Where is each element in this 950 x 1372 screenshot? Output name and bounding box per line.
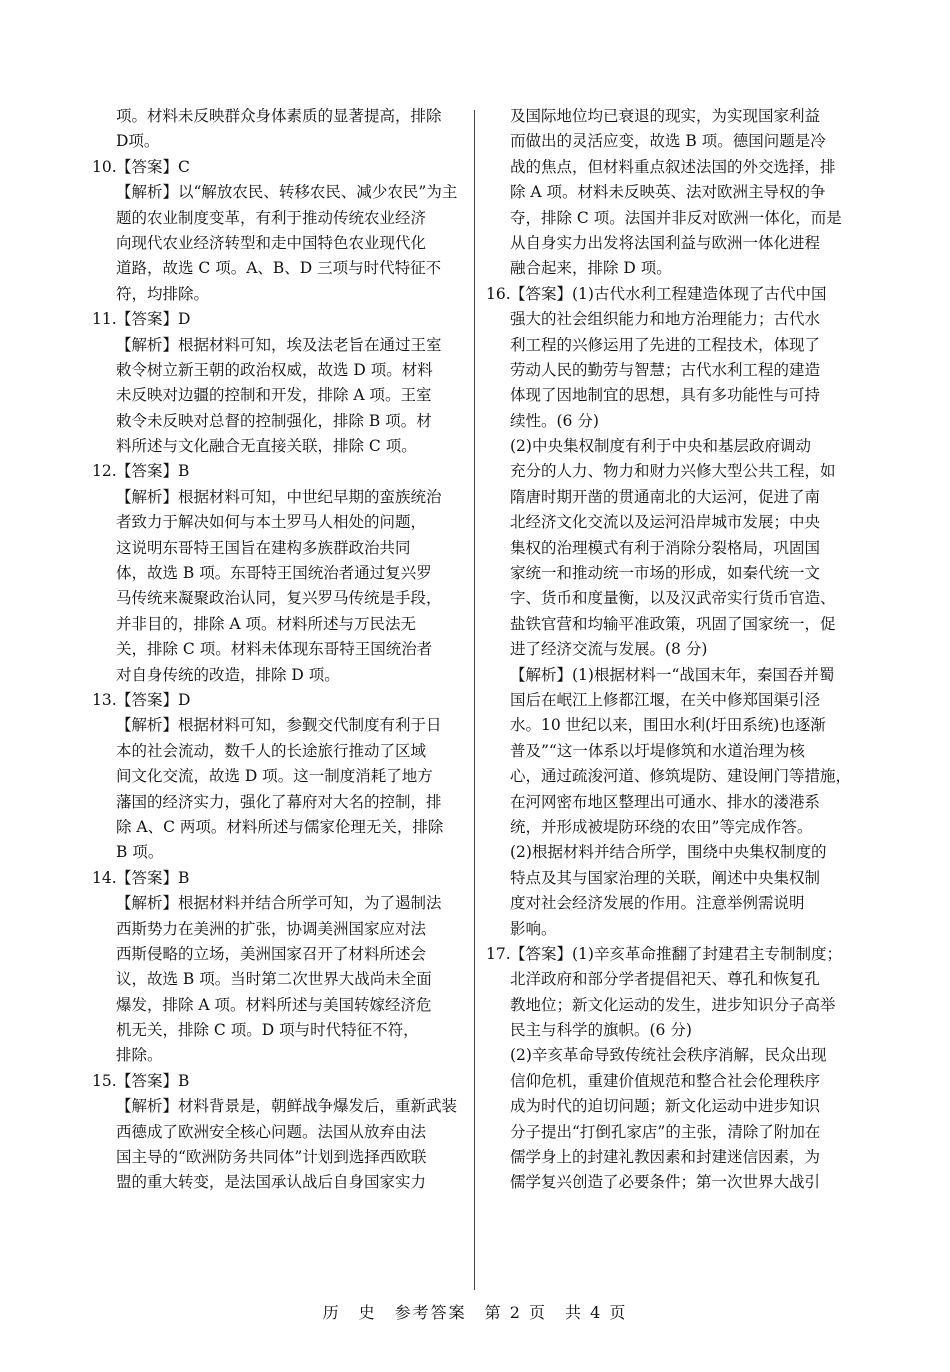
line-text: 西斯侵略的立场，美洲国家召开了材料所述会 bbox=[116, 944, 427, 963]
line-text: (2)根据材料并结合所学，围绕中央集权制度的 bbox=[510, 843, 827, 862]
text-line bbox=[486, 155, 854, 180]
line-text: 除 A 项。材料未反映英、法对欧洲主导权的争 bbox=[510, 183, 826, 202]
text-line bbox=[92, 231, 460, 256]
question-number: 14. bbox=[92, 868, 117, 887]
line-text: 影响。 bbox=[510, 919, 557, 938]
line-text: 爆发，排除 A 项。材料所述与美国转嫁经济危 bbox=[116, 995, 432, 1014]
line-text: 教地位；新文化运动的发生，进步知识分子高举 bbox=[510, 995, 836, 1014]
line-text: 【解析】以“解放农民、转移农民、减少农民”为主 bbox=[116, 183, 458, 202]
line-text: 强大的社会组织能力和地方治理能力；古代水 bbox=[510, 310, 821, 329]
text-line bbox=[486, 917, 854, 942]
text-line bbox=[92, 307, 460, 332]
text-line bbox=[486, 383, 854, 408]
text-line bbox=[92, 993, 460, 1018]
line-text: 利工程的兴修运用了先进的工程技术，体现了 bbox=[510, 335, 821, 354]
line-text: 项。材料未反映群众身体素质的显著提高，排除 bbox=[116, 107, 442, 125]
text-line bbox=[486, 688, 854, 713]
line-text: 北洋政府和部分学者提倡祀天、尊孔和恢复孔 bbox=[510, 970, 821, 989]
text-line bbox=[92, 155, 460, 180]
text-line bbox=[92, 1145, 460, 1170]
line-text: 融合起来，排除 D 项。 bbox=[510, 259, 672, 278]
text-line bbox=[92, 866, 460, 891]
text-line bbox=[486, 764, 854, 789]
line-text: 未反映对边疆的控制和开发，排除 A 项。王室 bbox=[116, 386, 432, 405]
text-line bbox=[486, 510, 854, 535]
text-line bbox=[486, 1069, 854, 1094]
text-line bbox=[92, 942, 460, 967]
question-number: 15. bbox=[92, 1071, 117, 1090]
text-line bbox=[486, 129, 854, 154]
line-text: 西德成了欧洲安全核心问题。法国从放弃由法 bbox=[116, 1122, 427, 1141]
text-line bbox=[486, 637, 854, 662]
line-text: 间文化交流，故选 D 项。这一制度消耗了地方 bbox=[116, 767, 433, 786]
text-line bbox=[92, 1018, 460, 1043]
line-text: 【答案】B bbox=[116, 1071, 190, 1090]
text-line bbox=[486, 713, 854, 738]
text-line bbox=[92, 713, 460, 738]
text-line bbox=[92, 104, 460, 129]
text-line bbox=[92, 459, 460, 484]
line-text: 议，故选 B 项。当时第二次世界大战尚未全面 bbox=[116, 970, 432, 989]
text-line bbox=[486, 993, 854, 1018]
line-text: 对自身传统的改造，排除 D 项。 bbox=[116, 665, 340, 684]
line-text: 【答案】(1)古代水利工程建造体现了古代中国 bbox=[510, 284, 827, 303]
text-line bbox=[486, 967, 854, 992]
question-number: 16. bbox=[486, 284, 511, 303]
text-line bbox=[92, 967, 460, 992]
line-text: 隋唐时期开凿的贯通南北的大运河，促进了南 bbox=[510, 487, 821, 506]
text-line bbox=[486, 409, 854, 434]
text-line bbox=[92, 1170, 460, 1195]
line-text: 盐铁官营和均输平准政策，巩固了国家统一，促 bbox=[510, 614, 836, 633]
line-text: B 项。 bbox=[116, 843, 164, 862]
line-text: 体，故选 B 项。东哥特王国统治者通过复兴罗 bbox=[116, 564, 432, 583]
text-line bbox=[486, 104, 854, 129]
text-line bbox=[92, 333, 460, 358]
line-text: 者致力于解决如何与本土罗马人相处的问题， bbox=[116, 513, 427, 532]
line-text: 国主导的“欧洲防务共同体”计划到选择西欧联 bbox=[116, 1148, 427, 1167]
line-text: 战的焦点，但材料重点叙述法国的外交选择，排 bbox=[510, 157, 836, 176]
line-text: 进了经济交流与发展。(8 分) bbox=[510, 640, 708, 659]
text-line bbox=[92, 586, 460, 611]
line-text: 排除。 bbox=[116, 1046, 163, 1065]
line-text: 【答案】B bbox=[116, 868, 190, 887]
text-line bbox=[486, 1170, 854, 1195]
text-line bbox=[92, 409, 460, 434]
text-line bbox=[92, 637, 460, 662]
text-line bbox=[92, 358, 460, 383]
question-number: 12. bbox=[92, 462, 117, 481]
text-line bbox=[92, 764, 460, 789]
line-text: 除 A、C 两项。材料所述与儒家伦理无关，排除 bbox=[116, 817, 444, 836]
text-line bbox=[486, 739, 854, 764]
text-line bbox=[92, 1094, 460, 1119]
text-line bbox=[486, 612, 854, 637]
text-line bbox=[486, 1043, 854, 1068]
line-text: 特点及其与国家治理的关联，阐述中央集权制 bbox=[510, 868, 821, 887]
line-text: 续性。(6 分) bbox=[510, 411, 599, 430]
text-line bbox=[92, 383, 460, 408]
text-line bbox=[486, 206, 854, 231]
text-line bbox=[486, 180, 854, 205]
text-line bbox=[486, 815, 854, 840]
text-line bbox=[486, 434, 854, 459]
text-line bbox=[486, 1120, 854, 1145]
text-line bbox=[486, 459, 854, 484]
question-number: 17. bbox=[486, 944, 511, 963]
line-text: (2)中央集权制度有利于中央和基层政府调动 bbox=[510, 437, 811, 456]
text-line bbox=[92, 688, 460, 713]
text-line bbox=[92, 256, 460, 281]
text-line bbox=[486, 307, 854, 332]
text-line bbox=[92, 485, 460, 510]
text-line bbox=[92, 561, 460, 586]
line-text: 【答案】B bbox=[116, 462, 190, 481]
line-text: 【答案】D bbox=[116, 690, 191, 709]
line-text: 北经济文化交流以及运河沿岸城市发展；中央 bbox=[510, 513, 821, 532]
line-text: 而做出的灵活应变，故选 B 项。德国问题是冷 bbox=[510, 132, 826, 151]
line-text: 信仰危机，重建价值规范和整合社会伦理秩序 bbox=[510, 1071, 821, 1090]
line-text: 盟的重大转变，是法国承认战后自身国家实力 bbox=[116, 1173, 427, 1192]
line-text: 机无关，排除 C 项。D 项与时代特征不符， bbox=[116, 1021, 419, 1040]
text-line bbox=[486, 663, 854, 688]
text-line bbox=[486, 231, 854, 256]
text-line bbox=[486, 282, 854, 307]
line-text: 关，排除 C 项。材料未体现东哥特王国统治者 bbox=[116, 640, 433, 659]
page-footer: 历 史 参考答案 第 2 页 共 4 页 bbox=[322, 1303, 628, 1322]
text-line bbox=[92, 206, 460, 231]
right-column bbox=[486, 104, 854, 1196]
text-line bbox=[92, 129, 460, 154]
text-line bbox=[92, 1120, 460, 1145]
text-line bbox=[486, 790, 854, 815]
line-text: 【答案】D bbox=[116, 310, 191, 329]
text-line bbox=[486, 891, 854, 916]
line-text: 本的社会流动，数千人的长途旅行推动了区域 bbox=[116, 741, 427, 760]
left-column bbox=[92, 104, 460, 1196]
text-line bbox=[486, 942, 854, 967]
line-text: 料所述与文化融合无直接关联，排除 C 项。 bbox=[116, 437, 417, 456]
text-line bbox=[486, 866, 854, 891]
line-text: 儒学复兴创造了必要条件；第一次世界大战引 bbox=[510, 1173, 821, 1192]
line-text: 国后在岷江上修都江堰，在关中修郑国渠引泾 bbox=[510, 690, 821, 709]
line-text: 统，并形成被堤防环绕的农田”等完成作答。 bbox=[510, 817, 813, 836]
text-line bbox=[92, 536, 460, 561]
line-text: 藩国的经济实力，强化了幕府对大名的控制，排 bbox=[116, 792, 442, 811]
line-text: 【解析】(1)根据材料一“战国末年，秦国吞并蜀 bbox=[510, 665, 835, 684]
text-line bbox=[92, 180, 460, 205]
line-text: 民主与科学的旗帜。(6 分) bbox=[510, 1021, 692, 1040]
text-line bbox=[486, 586, 854, 611]
line-text: 从自身实力出发将法国利益与欧洲一体化进程 bbox=[510, 233, 821, 252]
line-text: 【解析】根据材料可知，中世纪早期的蛮族统治 bbox=[116, 487, 442, 506]
line-text: D项。 bbox=[116, 132, 160, 151]
text-line bbox=[92, 612, 460, 637]
line-text: (2)辛亥革命导致传统社会秩序消解，民众出现 bbox=[510, 1046, 827, 1065]
text-line bbox=[92, 282, 460, 307]
line-text: 【答案】C bbox=[116, 157, 190, 176]
text-line bbox=[486, 840, 854, 865]
text-line bbox=[92, 510, 460, 535]
line-text: 西斯势力在美洲的扩张，协调美洲国家应对法 bbox=[116, 919, 427, 938]
line-text: 【解析】材料背景是，朝鲜战争爆发后，重新武装 bbox=[116, 1097, 458, 1116]
text-line bbox=[486, 536, 854, 561]
line-text: 成为时代的迫切问题；新文化运动中进步知识 bbox=[510, 1097, 821, 1116]
line-text: 【解析】根据材料可知，参觐交代制度有利于日 bbox=[116, 716, 442, 735]
line-text: 【答案】(1)辛亥革命推翻了封建君主专制制度； bbox=[510, 944, 842, 963]
line-text: 并非目的，排除 A 项。材料所述与万民法无 bbox=[116, 614, 417, 633]
line-text: 【解析】根据材料可知，埃及法老旨在通过王室 bbox=[116, 335, 442, 354]
question-number: 13. bbox=[92, 690, 117, 709]
text-line bbox=[486, 358, 854, 383]
text-line bbox=[92, 891, 460, 916]
line-text: 马传统来凝聚政治认同，复兴罗马传统是手段， bbox=[116, 589, 442, 608]
line-text: 夺，排除 C 项。法国并非反对欧洲一体化，而是 bbox=[510, 208, 842, 227]
text-line bbox=[92, 840, 460, 865]
line-text: 在河网密布地区整理出可通水、排水的溇港系 bbox=[510, 792, 821, 811]
line-text: 心，通过疏浚河道、修筑堤防、建设闸门等措施， bbox=[510, 767, 852, 786]
line-text: 家统一和推动统一市场的形成，如秦代统一文 bbox=[510, 564, 821, 583]
line-text: 字、货币和度量衡，以及汉武帝实行货币官造、 bbox=[510, 589, 836, 608]
line-text: 分子提出“打倒孔家店”的主张，清除了附加在 bbox=[510, 1122, 821, 1141]
text-line bbox=[92, 1043, 460, 1068]
line-text: 题的农业制度变革，有利于推动传统农业经济 bbox=[116, 208, 427, 227]
line-text: 普及”“这一体系以圩堤修筑和水道治理为核 bbox=[510, 741, 805, 760]
line-text: 水。10 世纪以来，围田水利(圩田系统)也逐渐 bbox=[510, 716, 826, 735]
text-line bbox=[486, 561, 854, 586]
line-text: 儒学身上的封建礼教因素和封建迷信因素，为 bbox=[510, 1148, 821, 1167]
column-divider bbox=[474, 110, 475, 1290]
text-line bbox=[486, 256, 854, 281]
line-text: 集权的治理模式有利于消除分裂格局，巩固国 bbox=[510, 538, 821, 557]
line-text: 度对社会经济发展的作用。注意举例需说明 bbox=[510, 894, 805, 913]
text-line bbox=[486, 485, 854, 510]
text-line bbox=[486, 333, 854, 358]
line-text: 及国际地位均已衰退的现实，为实现国家利益 bbox=[510, 107, 821, 125]
line-text: 劳动人民的勤劳与智慧；古代水利工程的建造 bbox=[510, 360, 821, 379]
question-number: 10. bbox=[92, 157, 117, 176]
line-text: 敕令未反映对总督的控制强化，排除 B 项。材 bbox=[116, 411, 432, 430]
line-text: 道路，故选 C 项。A、B、D 三项与时代特征不 bbox=[116, 259, 442, 278]
text-line bbox=[92, 663, 460, 688]
line-text: 这说明东哥特王国旨在建构多族群政治共同 bbox=[116, 538, 411, 557]
line-text: 体现了因地制宜的思想，具有多功能性与可持 bbox=[510, 386, 821, 405]
line-text: 向现代农业经济转型和走中国特色农业现代化 bbox=[116, 233, 427, 252]
question-number: 11. bbox=[92, 310, 117, 329]
line-text: 敕令树立新王朝的政治权威，故选 D 项。材料 bbox=[116, 360, 433, 379]
text-line bbox=[92, 1069, 460, 1094]
text-line bbox=[486, 1018, 854, 1043]
text-line bbox=[92, 434, 460, 459]
text-line bbox=[92, 790, 460, 815]
text-line bbox=[92, 815, 460, 840]
text-line bbox=[486, 1094, 854, 1119]
text-line bbox=[92, 739, 460, 764]
text-line bbox=[92, 917, 460, 942]
line-text: 符，均排除。 bbox=[116, 284, 210, 303]
line-text: 充分的人力、物力和财力兴修大型公共工程，如 bbox=[510, 462, 836, 481]
text-line bbox=[486, 1145, 854, 1170]
line-text: 【解析】根据材料并结合所学可知，为了遏制法 bbox=[116, 894, 442, 913]
